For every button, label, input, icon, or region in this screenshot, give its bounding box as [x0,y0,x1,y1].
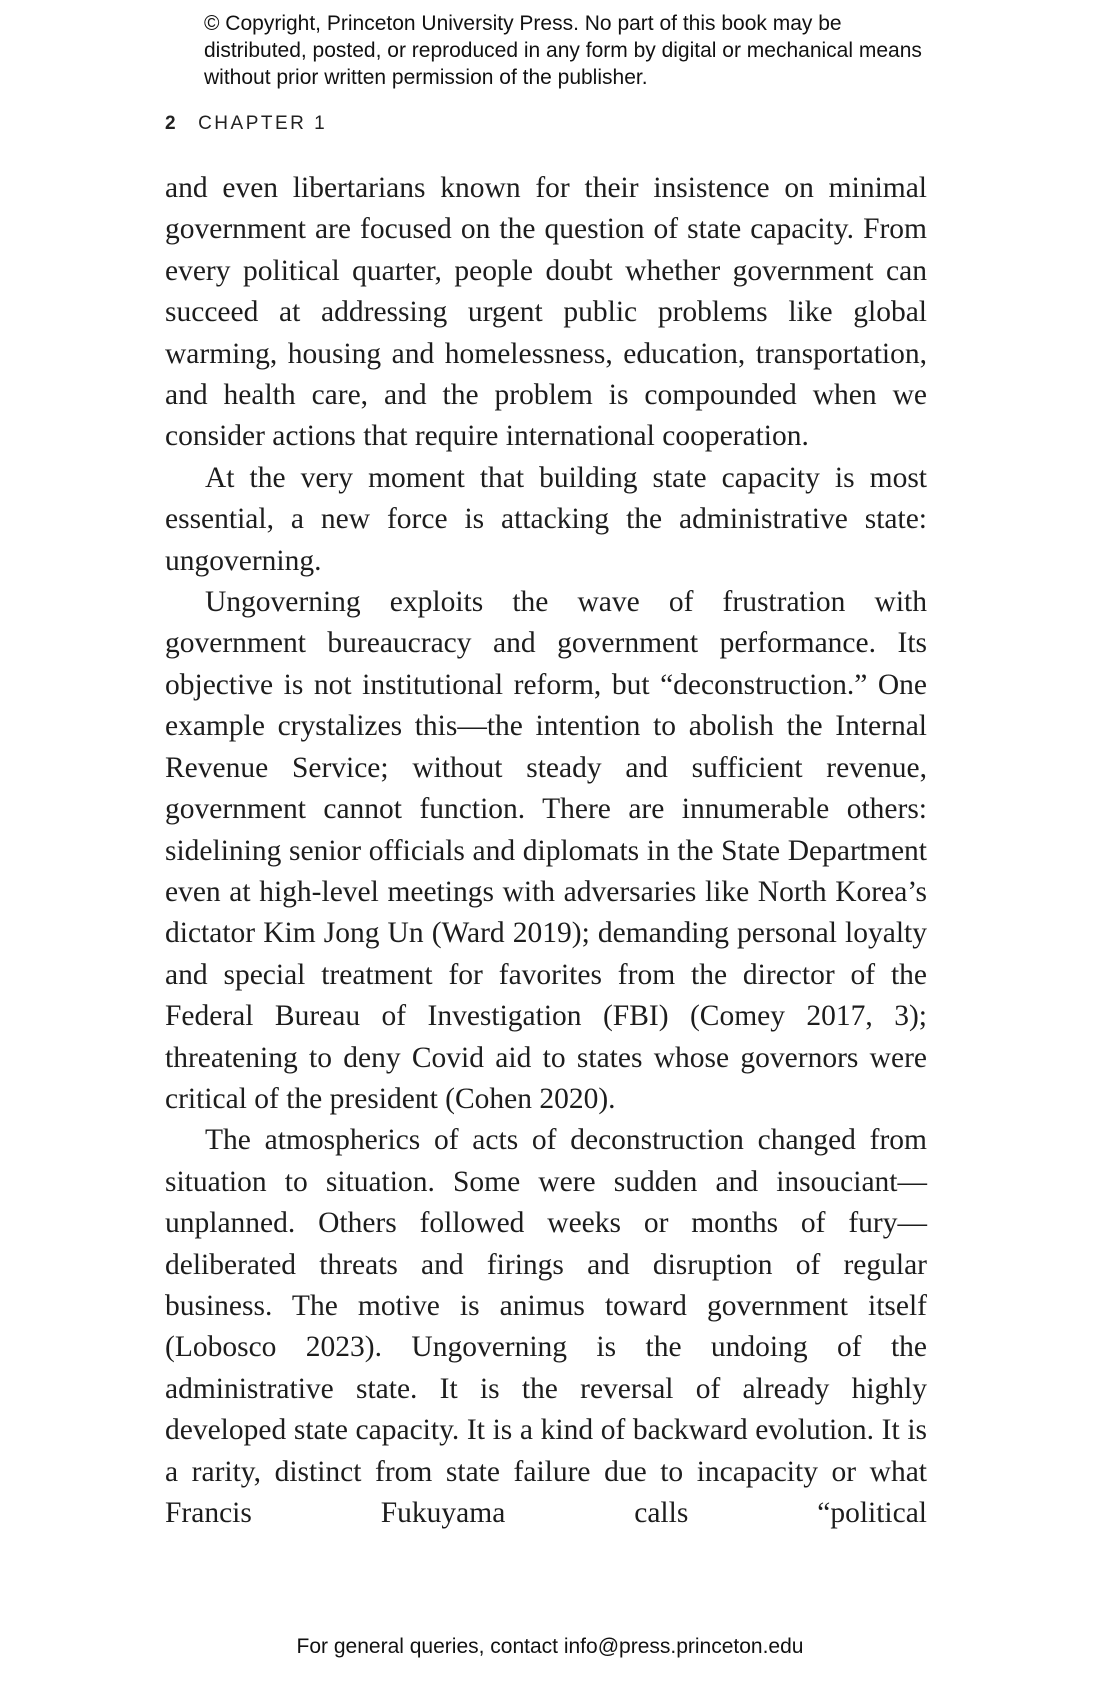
paragraph: Ungoverning exploits the wave of frustration with government bureaucracy and government performance. Its objective is not institutional reform, but “deconstruction.” One example crystalizes this—the intention to abolish the Internal Revenue Service; without steady and sufficient revenue, government cannot function. There are innumerable others: sidelining senior officials and diplomats in the State Department even at high-level meetings with adversaries like North Korea’s dictator Kim Jong Un (Ward 2019); demanding personal loyalty and special treatment for favorites from the director of the Federal Bureau of Investigation (FBI) (Comey 2017, 3); threatening to deny Covid aid to states whose governors were critical of the president (Cohen 2020). [165,586,927,1115]
footer-contact: For general queries, contact info@press.princeton.edu [296,1635,804,1658]
paragraph: and even libertarians known for their insistence on minimal government are focused on the question of state capacity. From every political quarter, people doubt whether government can succeed at addressing urgent public problems like global warming, housing and homelessness, education, transportation, and health care, and the problem is compounded when we consider actions that require international cooperation. [165,172,927,453]
page-number: 2 [165,113,179,134]
paragraph: At the very moment that building state capacity is most essential, a new force is attacking the administrative state: ungoverning. [165,461,927,577]
chapter-label: CHAPTER 1 [198,113,328,134]
copyright-notice: © Copyright, Princeton University Press. No part of this book may be distributed, posted, or reproduced in any form by digital or mechanical means without prior written permission of the publisher. [204,12,922,89]
paragraph: The atmospherics of acts of deconstruction changed from situation to situation. Some were sudden and insouciant—unplanned. Others followed weeks or months of fury—deliberated threats and firings and disruption of regular business. The motive is animus toward government itself (Lobosco 2023). Ungoverning is the undoing of the administrative state. It is the reversal of already highly developed state capacity. It is a kind of backward evolution. It is a rarity, distinct from state failure due to incapacity or what Francis Fukuyama calls “political [165,1124,927,1529]
body-text [165,168,927,1534]
running-head [165,113,327,135]
